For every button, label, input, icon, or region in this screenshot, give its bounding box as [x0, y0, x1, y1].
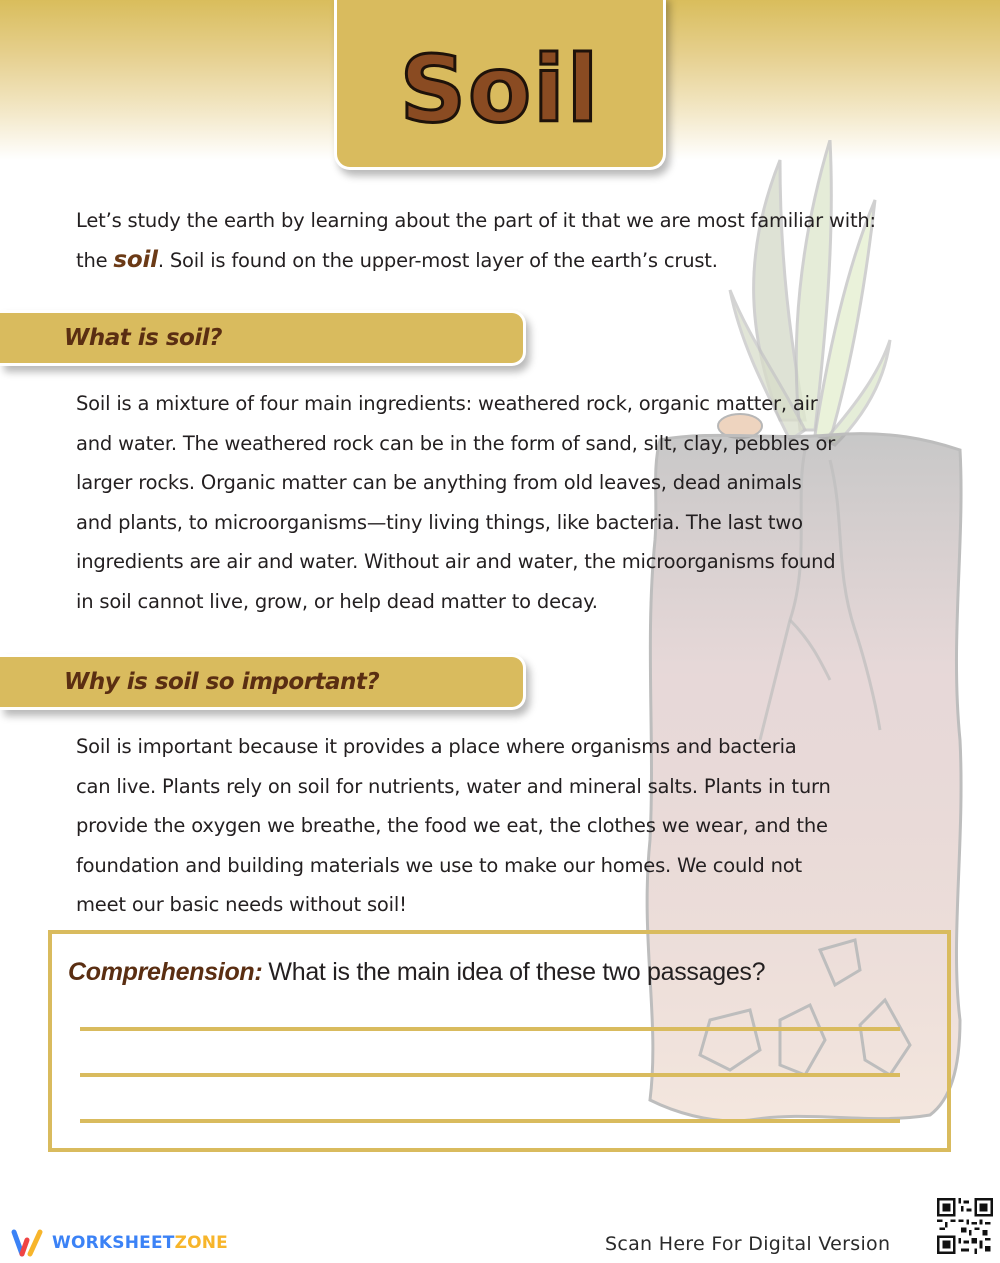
section-heading-banner [0, 654, 526, 710]
section-heading: What is soil? [64, 325, 222, 351]
comprehension-box [48, 930, 951, 1152]
paragraph-line: can live. Plants rely on soil for nutrients, water and mineral salts. Plants in turn [76, 774, 831, 798]
w-logo-icon [10, 1228, 46, 1258]
intro-paragraph [76, 201, 956, 280]
keyword-soil: soil [113, 246, 158, 273]
paragraph-line: in soil cannot live, grow, or help dead matter to decay. [76, 589, 598, 613]
brand-worksheet: WORKSHEET [52, 1233, 175, 1253]
answer-line[interactable] [80, 1073, 900, 1077]
paragraph-line: ingredients are air and water. Without air and water, the microorganisms found [76, 550, 836, 573]
comprehension-label: Comprehension: [68, 958, 263, 986]
answer-line[interactable] [80, 1119, 900, 1123]
section-heading-banner [0, 310, 526, 366]
worksheet-zone-logo[interactable] [10, 1228, 228, 1258]
paragraph-line: larger rocks. Organic matter can be anything from old leaves, dead animals [76, 471, 802, 494]
qr-code-icon[interactable] [937, 1198, 993, 1254]
comprehension-question [68, 958, 765, 987]
paragraph-line: Soil is a mixture of four main ingredients: weathered rock, organic matter, air [76, 392, 818, 415]
section-paragraph [76, 384, 916, 621]
section-heading: Why is soil so important? [64, 669, 380, 695]
question-text: What is the main idea of these two passages? [268, 958, 766, 986]
title-tab [334, 0, 666, 170]
answer-line[interactable] [80, 1027, 900, 1031]
paragraph-line: foundation and building materials we use to make our homes. We could not [76, 853, 802, 877]
page-title: Soil [399, 36, 601, 143]
paragraph-line: meet our basic needs without soil! [76, 893, 407, 916]
paragraph-line: Soil is important because it provides a place where organisms and bacteria [76, 735, 797, 758]
section-paragraph [76, 727, 916, 925]
scan-instruction: Scan Here For Digital Version [605, 1233, 891, 1255]
paragraph-line: and water. The weathered rock can be in the form of sand, silt, clay, pebbles or [76, 431, 836, 455]
intro-line-1: Let’s study the earth by learning about the part of it that we are most familiar with: [76, 209, 876, 232]
intro-prefix: the [76, 248, 114, 272]
intro-suffix: . Soil is found on the upper-most layer of the earth’s crust. [157, 248, 718, 272]
paragraph-line: and plants, to microorganisms—tiny living things, like bacteria. The last two [76, 510, 803, 534]
paragraph-line: provide the oxygen we breathe, the food we eat, the clothes we wear, and the [76, 814, 828, 837]
brand-zone: ZONE [174, 1233, 228, 1253]
intro-line-2 [76, 241, 956, 281]
